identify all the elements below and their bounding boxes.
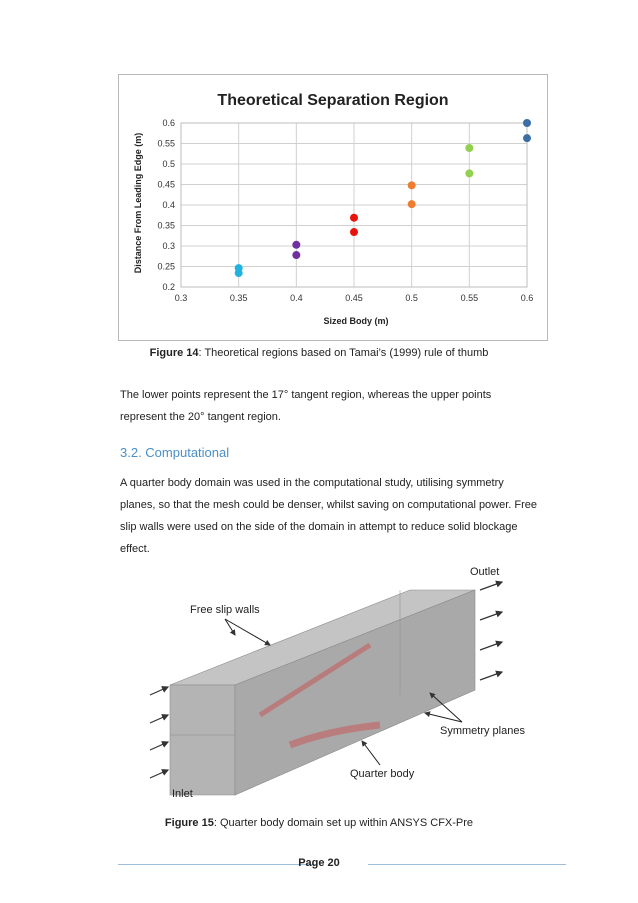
inlet-label: Inlet: [172, 788, 193, 800]
y-tick-label: 0.25: [157, 261, 175, 272]
chart-x-axis-label: Sized Body (m): [323, 316, 389, 326]
paragraph-tangent-regions: The lower points represent the 17° tangent region, whereas the upper points represent the 20° tangent region.: [120, 389, 492, 423]
y-tick-label: 0.4: [162, 200, 175, 210]
figure-15-text: : Quarter body domain set up within ANSYS CFX-Pre: [213, 817, 474, 829]
page-number: Page 20: [298, 857, 340, 869]
x-tick-label: 0.35: [229, 293, 248, 303]
y-tick-label: 0.3: [162, 241, 175, 251]
data-point: [523, 119, 531, 127]
figure-14-text: : Theoretical regions based on Tamai’s (1999) rule of thumb: [198, 347, 489, 359]
y-tick-label: 0.6: [162, 118, 175, 128]
domain-diagram: [140, 545, 540, 805]
data-point: [350, 228, 358, 236]
data-point: [235, 264, 243, 272]
chart-points: [235, 119, 531, 277]
y-tick-label: 0.55: [157, 138, 175, 149]
paragraph-computational: A quarter body domain was used in the computational study, utilising symmetry planes, so that the mesh could be denser, whilst saving on computational power. Free slip walls were used on the side of the domain in attempt to reduce solid blockage effect.: [120, 477, 538, 555]
chart-title: Theoretical Separation Region: [217, 92, 449, 109]
x-tick-label: 0.3: [174, 293, 188, 303]
data-point: [408, 200, 416, 208]
figure-14-caption: [0, 347, 638, 359]
domain-front-face: [170, 685, 235, 795]
quarter-body-label: Quarter body: [350, 768, 415, 780]
figure-15-label: Figure 15: [164, 817, 214, 829]
x-tick-label: 0.45: [345, 293, 363, 303]
data-point: [465, 169, 473, 177]
data-point: [465, 144, 473, 152]
figure-15-caption: [0, 817, 638, 829]
section-heading: 3.2. Computational: [120, 445, 230, 460]
x-tick-label: 0.55: [460, 293, 479, 303]
data-point: [292, 241, 300, 249]
figure-14-label: Figure 14: [149, 347, 199, 359]
data-point: [408, 181, 416, 189]
x-tick-label: 0.4: [290, 293, 303, 303]
data-point: [292, 251, 300, 259]
x-tick-label: 0.5: [405, 293, 418, 303]
chart-grid: [181, 123, 527, 287]
separation-chart: [118, 74, 548, 341]
data-point: [523, 134, 531, 142]
chart-svg: [119, 75, 547, 340]
x-tick-label: 0.6: [520, 293, 534, 303]
data-point: [350, 214, 358, 222]
outlet-label: Outlet: [470, 566, 500, 578]
y-tick-label: 0.35: [157, 220, 175, 231]
y-tick-label: 0.5: [162, 159, 175, 169]
chart-y-axis-label: Distance From Leading Edge (m): [133, 132, 143, 274]
symmetry-planes-label: Symmetry planes: [440, 725, 525, 737]
y-tick-label: 0.45: [157, 179, 175, 190]
y-tick-label: 0.2: [162, 282, 175, 292]
free-slip-label: Free slip walls: [190, 604, 260, 616]
chart-tick-labels: [157, 118, 533, 303]
